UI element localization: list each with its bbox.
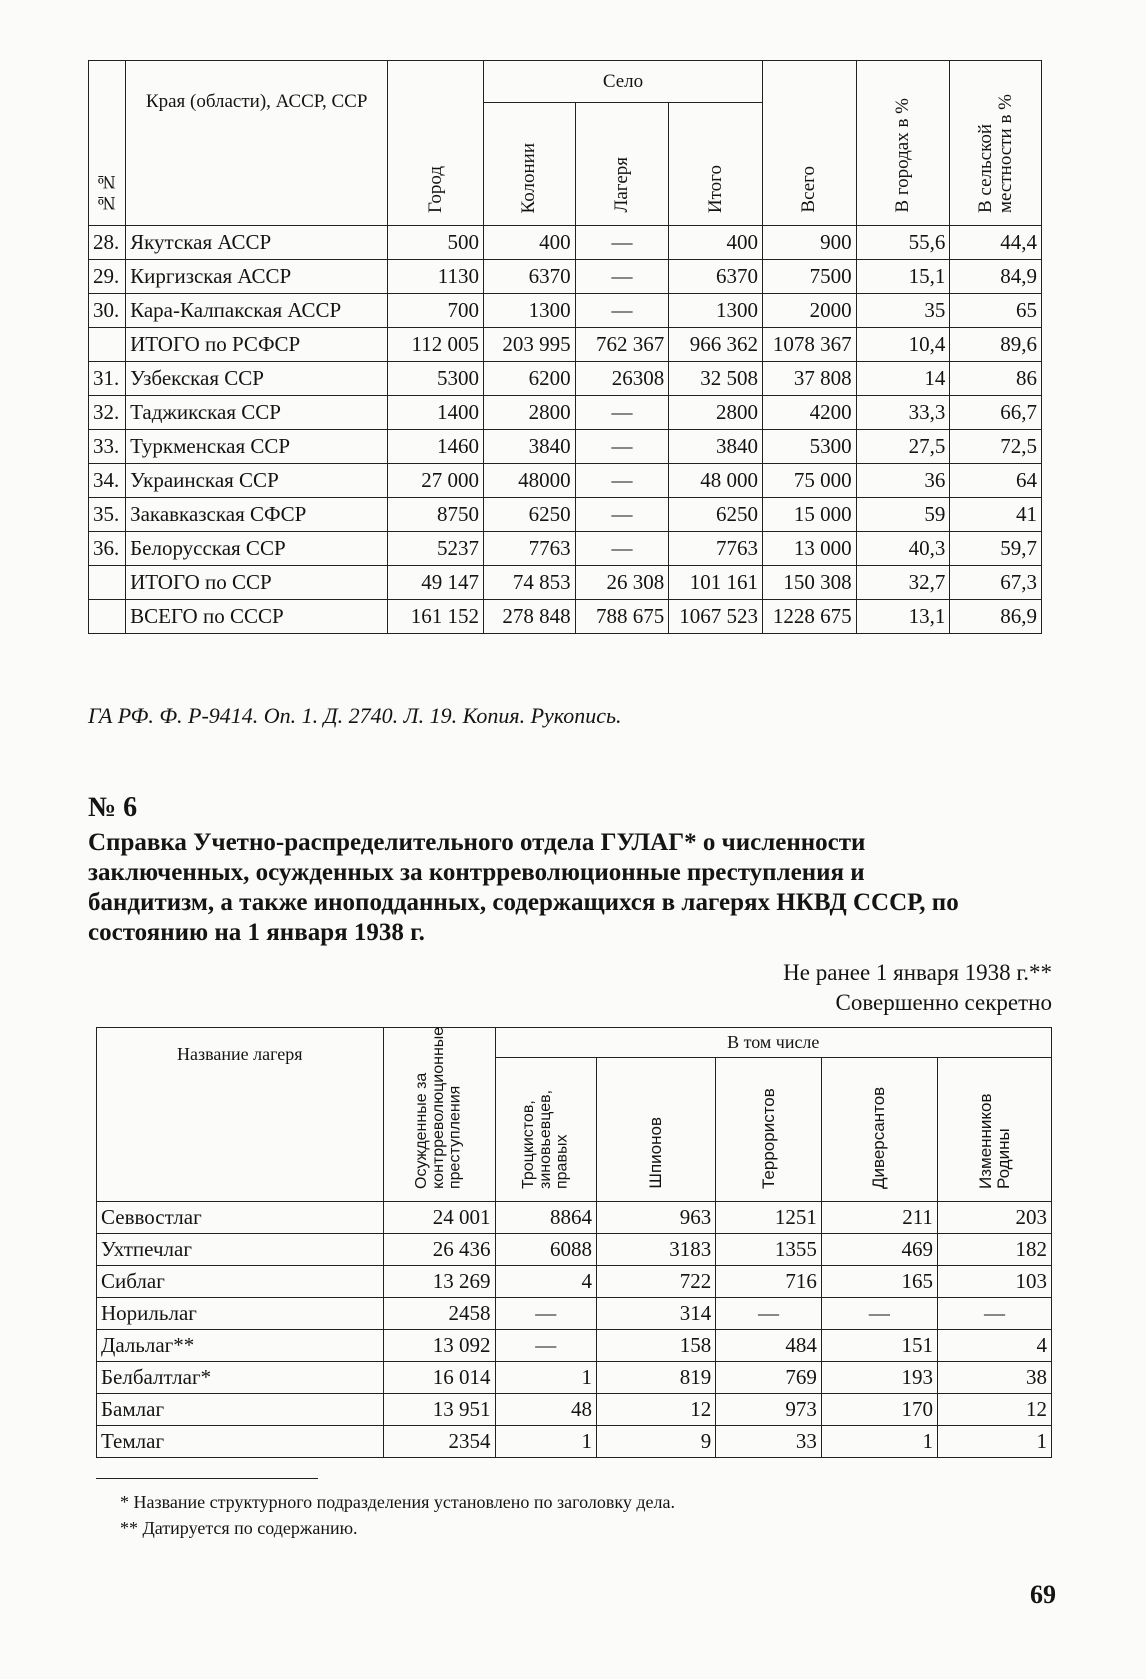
header-colonies-text: Колонии: [518, 142, 540, 213]
table-cell: 48: [495, 1394, 596, 1426]
header-spies-text: Шпионов: [646, 1117, 666, 1189]
table-cell: 37 808: [762, 362, 856, 396]
table-cell: Кара-Калпакская АССР: [126, 294, 388, 328]
table-row: [89, 532, 1042, 566]
table-row: [97, 1202, 1052, 1234]
table-cell: 1: [821, 1426, 937, 1458]
table-cell: 1400: [388, 396, 484, 430]
header-pct-city: [856, 61, 950, 226]
header-village-total: [669, 103, 763, 226]
table-cell: 101 161: [669, 566, 763, 600]
header-spies: [596, 1058, 715, 1202]
table-row: [97, 1426, 1052, 1458]
header-total: [762, 61, 856, 226]
table-cell: 13 000: [762, 532, 856, 566]
footnote-2: ** Датируется по содержанию.: [120, 1518, 358, 1538]
table-cell: 3840: [484, 430, 576, 464]
table-cell: 722: [596, 1266, 715, 1298]
header-saboteurs-text: Диверсантов: [869, 1086, 889, 1189]
table-cell: 13 269: [383, 1266, 495, 1298]
table-cell: 86,9: [950, 600, 1042, 634]
table-cell: 6370: [484, 260, 576, 294]
table-cell: 12: [937, 1394, 1051, 1426]
table-row: [97, 1362, 1052, 1394]
table-cell: Темлаг: [97, 1426, 384, 1458]
table-cell: 1460: [388, 430, 484, 464]
table-cell: 158: [596, 1330, 715, 1362]
table-cell: 161 152: [388, 600, 484, 634]
table-cell: ИТОГО по ССР: [126, 566, 388, 600]
table-cell: 966 362: [669, 328, 763, 362]
table-cell: 33.: [89, 430, 126, 464]
table-row: [89, 396, 1042, 430]
table-cell: 1300: [669, 294, 763, 328]
header-trotskyists: [495, 1058, 596, 1202]
header-region: Края (области), АССР, ССР: [126, 61, 388, 226]
table-cell: 8864: [495, 1202, 596, 1234]
table-cell: Украинская ССР: [126, 464, 388, 498]
table-cell: 170: [821, 1394, 937, 1426]
table-cell: 89,6: [950, 328, 1042, 362]
table-cell: 1078 367: [762, 328, 856, 362]
table-cell: 165: [821, 1266, 937, 1298]
header-including: В том числе: [495, 1028, 1051, 1058]
table-cell: Дальлаг**: [97, 1330, 384, 1362]
table-cell: 819: [596, 1362, 715, 1394]
table-cell: 49 147: [388, 566, 484, 600]
table-cell: Узбекская ССР: [126, 362, 388, 396]
table-cell: 26 436: [383, 1234, 495, 1266]
table-cell: 762 367: [575, 328, 669, 362]
table-cell: 6370: [669, 260, 763, 294]
table-cell: ВСЕГО по СССР: [126, 600, 388, 634]
table-row: [97, 1298, 1052, 1330]
header-saboteurs: [821, 1058, 937, 1202]
header-camps: [575, 103, 669, 226]
table-cell: [89, 566, 126, 600]
table-cell: 4200: [762, 396, 856, 430]
table-row: [89, 498, 1042, 532]
table-cell: 6250: [669, 498, 763, 532]
table-cell: 26308: [575, 362, 669, 396]
table-cell: 12: [596, 1394, 715, 1426]
table-cell: 1067 523: [669, 600, 763, 634]
table-row: [89, 362, 1042, 396]
table-cell: 33,3: [856, 396, 950, 430]
table-cell: 26 308: [575, 566, 669, 600]
table-cell: 66,7: [950, 396, 1042, 430]
table-cell: 900: [762, 226, 856, 260]
table-row: [97, 1330, 1052, 1362]
table-cell: 16 014: [383, 1362, 495, 1394]
table-cell: 1: [495, 1362, 596, 1394]
table-cell: 1251: [716, 1202, 822, 1234]
table-cell: 973: [716, 1394, 822, 1426]
table-cell: 7763: [484, 532, 576, 566]
table-cell: 1130: [388, 260, 484, 294]
table-cell: 400: [484, 226, 576, 260]
table-cell: 40,3: [856, 532, 950, 566]
table-cell: 150 308: [762, 566, 856, 600]
table-cell: 1: [937, 1426, 1051, 1458]
header-traitors: [937, 1058, 1051, 1202]
table-cell: 6250: [484, 498, 576, 532]
header-village: Село: [484, 61, 763, 103]
table-cell: 716: [716, 1266, 822, 1298]
table-cell: 24 001: [383, 1202, 495, 1234]
table-cell: 1228 675: [762, 600, 856, 634]
table-cell: Киргизская АССР: [126, 260, 388, 294]
header-trotskyists-text: Троцкистов, зиновьевцев, правых: [519, 1089, 571, 1189]
table-cell: 48000: [484, 464, 576, 498]
table-cell: 74 853: [484, 566, 576, 600]
table-cell: 38: [937, 1362, 1051, 1394]
source-citation: ГА РФ. Ф. Р-9414. Оп. 1. Д. 2740. Л. 19. Копия. Рукопись.: [88, 703, 622, 728]
table-cell: —: [495, 1298, 596, 1330]
table-row: [89, 226, 1042, 260]
table-cell: 103: [937, 1266, 1051, 1298]
table-cell: 5300: [388, 362, 484, 396]
table-cell: 13 092: [383, 1330, 495, 1362]
table-cell: 9: [596, 1426, 715, 1458]
table-cell: 6088: [495, 1234, 596, 1266]
table-cell: 65: [950, 294, 1042, 328]
table-cell: 203: [937, 1202, 1051, 1234]
table-cell: —: [575, 464, 669, 498]
table-cell: 182: [937, 1234, 1051, 1266]
table-cell: —: [575, 498, 669, 532]
table-cell: 67,3: [950, 566, 1042, 600]
header-colonies: [484, 103, 576, 226]
table-cell: Закавказская СФСР: [126, 498, 388, 532]
header-terrorists: [716, 1058, 822, 1202]
header-convicted: [383, 1028, 495, 1202]
table-cell: 41: [950, 498, 1042, 532]
table-cell: 13,1: [856, 600, 950, 634]
table-cell: 3840: [669, 430, 763, 464]
table-cell: Сиблаг: [97, 1266, 384, 1298]
table-cell: —: [575, 532, 669, 566]
table-cell: 5237: [388, 532, 484, 566]
table-row: [89, 294, 1042, 328]
table-cell: 31.: [89, 362, 126, 396]
table-cell: 500: [388, 226, 484, 260]
date-line: Не ранее 1 января 1938 г.**: [783, 960, 1052, 985]
table-row: [97, 1394, 1052, 1426]
table-cell: —: [495, 1330, 596, 1362]
header-pct-rural-text: В сельской местности в %: [974, 93, 1016, 213]
table-cell: Севвостлаг: [97, 1202, 384, 1234]
table-cell: 8750: [388, 498, 484, 532]
table-cell: 2800: [669, 396, 763, 430]
table-cell: ИТОГО по РСФСР: [126, 328, 388, 362]
table-cell: 10,4: [856, 328, 950, 362]
table-cell: 112 005: [388, 328, 484, 362]
header-camps-text: Лагеря: [610, 157, 632, 213]
table-cell: 3183: [596, 1234, 715, 1266]
table-cell: 278 848: [484, 600, 576, 634]
table-cell: —: [821, 1298, 937, 1330]
header-no: [89, 61, 126, 226]
table-cell: 59,7: [950, 532, 1042, 566]
table-cell: 15,1: [856, 260, 950, 294]
table-cell: 4: [937, 1330, 1051, 1362]
table-cell: Белорусская ССР: [126, 532, 388, 566]
table-cell: 64: [950, 464, 1042, 498]
regions-table: [88, 60, 1042, 634]
table-cell: Якутская АССР: [126, 226, 388, 260]
table-cell: 32.: [89, 396, 126, 430]
table-cell: Ухтпечлаг: [97, 1234, 384, 1266]
table-cell: 48 000: [669, 464, 763, 498]
table-cell: 55,6: [856, 226, 950, 260]
table-cell: —: [575, 294, 669, 328]
table-cell: 34.: [89, 464, 126, 498]
document-number: № 6: [88, 792, 138, 823]
table-cell: 84,9: [950, 260, 1042, 294]
table-cell: 469: [821, 1234, 937, 1266]
table-cell: 28.: [89, 226, 126, 260]
footnote-divider: [96, 1478, 318, 1479]
table-cell: 35: [856, 294, 950, 328]
table-cell: —: [716, 1298, 822, 1330]
table-cell: 36: [856, 464, 950, 498]
table-cell: —: [575, 430, 669, 464]
header-pct-rural: [950, 61, 1042, 226]
header-total-text: Всего: [798, 166, 820, 213]
camps-table: [96, 1027, 1052, 1458]
table-cell: 203 995: [484, 328, 576, 362]
table-cell: 1300: [484, 294, 576, 328]
table-cell: —: [575, 396, 669, 430]
table-cell: 27 000: [388, 464, 484, 498]
header-camp: Название лагеря: [97, 1028, 384, 1202]
header-pct-city-text: В городах в %: [892, 98, 914, 213]
table-cell: 2458: [383, 1298, 495, 1330]
table-cell: Таджикская ССР: [126, 396, 388, 430]
table-cell: Белбалтлаг*: [97, 1362, 384, 1394]
table-cell: 7763: [669, 532, 763, 566]
table-cell: Туркменская ССР: [126, 430, 388, 464]
table-cell: 400: [669, 226, 763, 260]
table-row: [89, 328, 1042, 362]
table-cell: 5300: [762, 430, 856, 464]
table-cell: 72,5: [950, 430, 1042, 464]
header-terrorists-text: Террористов: [758, 1088, 778, 1189]
table-cell: 32 508: [669, 362, 763, 396]
table-cell: 35.: [89, 498, 126, 532]
table-cell: [89, 600, 126, 634]
table-cell: 788 675: [575, 600, 669, 634]
table-cell: 2800: [484, 396, 576, 430]
table-cell: 29.: [89, 260, 126, 294]
table-cell: 4: [495, 1266, 596, 1298]
table-cell: 1: [495, 1426, 596, 1458]
table-cell: 13 951: [383, 1394, 495, 1426]
header-convicted-text: Осужденные за контрреволюционные преступления: [412, 1026, 464, 1189]
table-cell: 86: [950, 362, 1042, 396]
table-cell: 193: [821, 1362, 937, 1394]
footnote-1: * Название структурного подразделения установлено по заголовку дела.: [120, 1492, 675, 1512]
date-block: [783, 958, 1052, 1018]
table-cell: 75 000: [762, 464, 856, 498]
header-city-text: Город: [424, 166, 446, 213]
table-row: [89, 464, 1042, 498]
table-cell: 1355: [716, 1234, 822, 1266]
table-cell: 44,4: [950, 226, 1042, 260]
table-cell: 151: [821, 1330, 937, 1362]
table-cell: 27,5: [856, 430, 950, 464]
table-cell: 15 000: [762, 498, 856, 532]
document-title: Справка Учетно-распределительного отдела ГУЛАГ* о численности заключенных, осужденных за контрреволюционные преступления и бандитизм, а также иноподданных, содержащихся в лагерях НКВД СССР, по состоянию на 1 января 1938 г.: [88, 829, 959, 946]
table-cell: —: [575, 260, 669, 294]
table-cell: Бамлаг: [97, 1394, 384, 1426]
table-cell: 30.: [89, 294, 126, 328]
table-cell: 14: [856, 362, 950, 396]
table-cell: [89, 328, 126, 362]
classification: Совершенно секретно: [835, 990, 1052, 1015]
table-cell: 700: [388, 294, 484, 328]
table-cell: 2000: [762, 294, 856, 328]
table-cell: —: [937, 1298, 1051, 1330]
table-row: [89, 600, 1042, 634]
table-cell: 314: [596, 1298, 715, 1330]
header-no-text: №№: [96, 171, 118, 213]
table-cell: 6200: [484, 362, 576, 396]
header-village-total-text: Итого: [704, 164, 726, 213]
table-cell: 769: [716, 1362, 822, 1394]
table-cell: 59: [856, 498, 950, 532]
table-row: [97, 1266, 1052, 1298]
table-cell: 211: [821, 1202, 937, 1234]
table-cell: Норильлаг: [97, 1298, 384, 1330]
table-cell: 32,7: [856, 566, 950, 600]
table-cell: 36.: [89, 532, 126, 566]
table-cell: 484: [716, 1330, 822, 1362]
header-city: [388, 61, 484, 226]
table-cell: 33: [716, 1426, 822, 1458]
header-traitors-text: Изменников Родины: [975, 1093, 1013, 1189]
page-number: 69: [1030, 1580, 1056, 1609]
table-row: [89, 430, 1042, 464]
table-row: [89, 566, 1042, 600]
table-cell: 7500: [762, 260, 856, 294]
table-cell: 2354: [383, 1426, 495, 1458]
table-row: [89, 260, 1042, 294]
table-row: [97, 1234, 1052, 1266]
table-cell: 963: [596, 1202, 715, 1234]
table-cell: —: [575, 226, 669, 260]
